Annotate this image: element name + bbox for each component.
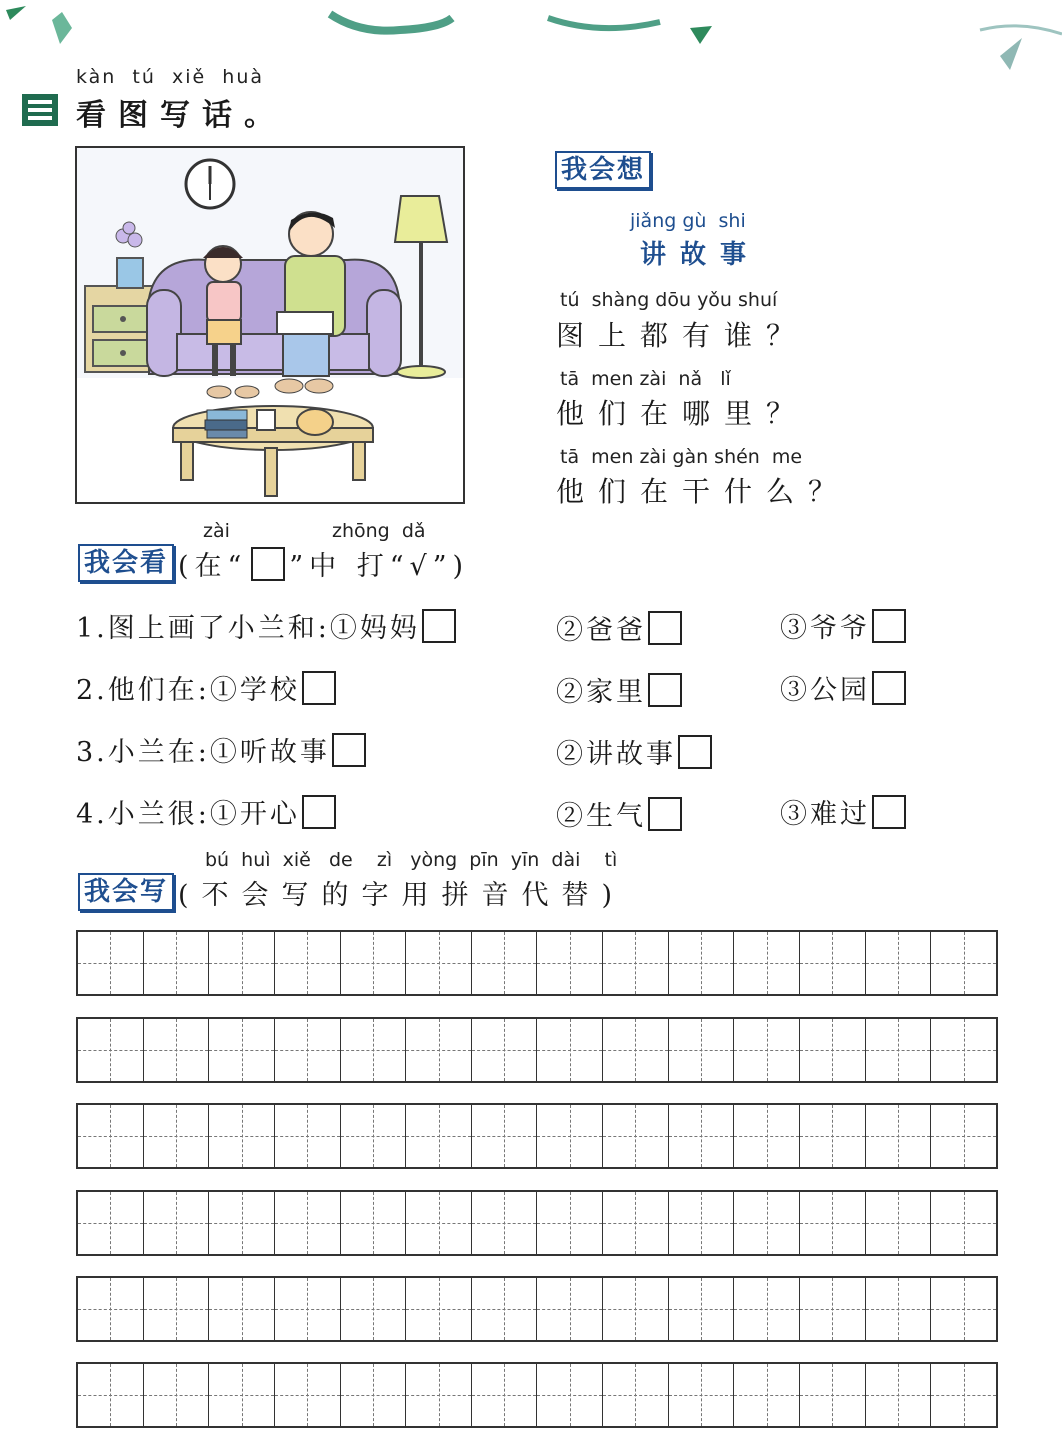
writing-cell[interactable] (144, 1019, 210, 1081)
writing-cell[interactable] (472, 1105, 538, 1167)
writing-cell[interactable] (78, 1278, 144, 1340)
writing-cell[interactable] (537, 1192, 603, 1254)
writing-cell[interactable] (472, 932, 538, 994)
writing-cell[interactable] (800, 1278, 866, 1340)
item-2-prompt: 2.他们在:①学校 (76, 668, 336, 707)
writing-cell[interactable] (669, 1278, 735, 1340)
writing-cell[interactable] (78, 1019, 144, 1081)
writing-cell[interactable] (800, 932, 866, 994)
item-2-option-1-checkbox[interactable] (302, 671, 336, 705)
writing-cell[interactable] (866, 1192, 932, 1254)
item-1-option-2-checkbox[interactable] (648, 611, 682, 645)
writing-cell[interactable] (800, 1019, 866, 1081)
writing-cell[interactable] (537, 932, 603, 994)
writing-cell[interactable] (537, 1364, 603, 1426)
item-4-prompt: 4.小兰很:①开心 (76, 792, 336, 831)
section-number-badge (22, 94, 58, 126)
writing-cell[interactable] (275, 1019, 341, 1081)
writing-cell[interactable] (537, 1019, 603, 1081)
writing-cell[interactable] (209, 1192, 275, 1254)
writing-cell[interactable] (800, 1192, 866, 1254)
question-2-pinyin: tā men zài nǎ lǐ (560, 368, 731, 390)
writing-cell[interactable] (472, 1019, 538, 1081)
writing-cell[interactable] (78, 1364, 144, 1426)
writing-cell[interactable] (931, 932, 996, 994)
writing-cell[interactable] (931, 1364, 996, 1426)
writing-cell[interactable] (472, 1278, 538, 1340)
item-2-option-2: ②家里 (556, 670, 682, 709)
item-1-option-3-checkbox[interactable] (872, 609, 906, 643)
clock-icon (186, 160, 234, 208)
writing-cell[interactable] (669, 1364, 735, 1426)
writing-cell[interactable] (341, 1105, 407, 1167)
look-label: 我会看 (78, 544, 174, 582)
writing-cell[interactable] (603, 1019, 669, 1081)
writing-cell[interactable] (734, 1019, 800, 1081)
writing-cell[interactable] (866, 1364, 932, 1426)
item-2-option-3: ③公园 (780, 668, 906, 707)
item-1-prompt: 1.图上画了小兰和:①妈妈 (76, 606, 456, 645)
think-label: 我会想 (555, 151, 651, 189)
writing-cell[interactable] (406, 1019, 472, 1081)
item-3-option-1-checkbox[interactable] (332, 733, 366, 767)
item-2-option-3-checkbox[interactable] (872, 671, 906, 705)
writing-cell[interactable] (669, 1105, 735, 1167)
instruction-open: (在“ (178, 551, 248, 582)
write-pinyin: bú huì xiě de zì yòng pīn yīn dài tì (205, 849, 618, 871)
title-pinyin: kàn tú xiě huà (76, 66, 265, 88)
writing-cell[interactable] (341, 1364, 407, 1426)
writing-cell[interactable] (209, 932, 275, 994)
writing-cell[interactable] (144, 1105, 210, 1167)
writing-cell[interactable] (669, 1192, 735, 1254)
writing-cell[interactable] (800, 1364, 866, 1426)
writing-cell[interactable] (603, 932, 669, 994)
item-4-option-3-checkbox[interactable] (872, 795, 906, 829)
writing-cell[interactable] (734, 1192, 800, 1254)
item-3-prompt: 3.小兰在:①听故事 (76, 730, 366, 769)
look-instruction (178, 544, 469, 583)
writing-cell[interactable] (734, 1278, 800, 1340)
writing-cell[interactable] (144, 1364, 210, 1426)
writing-cell[interactable] (800, 1105, 866, 1167)
writing-cell[interactable] (537, 1105, 603, 1167)
item-4-option-1-checkbox[interactable] (302, 795, 336, 829)
writing-cell[interactable] (669, 932, 735, 994)
item-4-option-2-checkbox[interactable] (648, 797, 682, 831)
writing-cell[interactable] (669, 1019, 735, 1081)
item-3-option-2: ②讲故事 (556, 732, 712, 771)
writing-cell[interactable] (341, 1278, 407, 1340)
item-4-option-2: ②生气 (556, 794, 682, 833)
topic-title: 讲故事 (640, 240, 761, 270)
item-2-option-2-checkbox[interactable] (648, 673, 682, 707)
write-instruction: (不会写的字用拼音代替) (178, 880, 626, 911)
writing-cell[interactable] (78, 1105, 144, 1167)
writing-cell[interactable] (78, 932, 144, 994)
writing-cell[interactable] (472, 1364, 538, 1426)
writing-cell[interactable] (603, 1105, 669, 1167)
instruction-close: ”中 打“√”) (289, 551, 470, 582)
question-1: 图上都有谁？ (556, 319, 809, 352)
writing-cell[interactable] (603, 1192, 669, 1254)
writing-cell[interactable] (144, 1278, 210, 1340)
writing-cell[interactable] (603, 1364, 669, 1426)
writing-cell[interactable] (931, 1192, 996, 1254)
writing-cell[interactable] (209, 1278, 275, 1340)
writing-cell[interactable] (144, 1192, 210, 1254)
page-title: 看图写话。 (76, 98, 286, 133)
writing-grid-row (76, 1103, 998, 1169)
writing-grid-row (76, 1190, 998, 1256)
write-label: 我会写 (78, 873, 174, 911)
writing-cell[interactable] (275, 1105, 341, 1167)
writing-cell[interactable] (537, 1278, 603, 1340)
writing-cell[interactable] (406, 1105, 472, 1167)
question-3-pinyin: tā men zài gàn shén me (560, 446, 803, 468)
writing-cell[interactable] (931, 1019, 996, 1081)
writing-cell[interactable] (144, 932, 210, 994)
writing-cell[interactable] (603, 1278, 669, 1340)
writing-cell[interactable] (866, 932, 932, 994)
writing-cell[interactable] (406, 1364, 472, 1426)
writing-cell[interactable] (866, 1278, 932, 1340)
item-3-option-2-checkbox[interactable] (678, 735, 712, 769)
writing-cell[interactable] (866, 1105, 932, 1167)
story-illustration (75, 146, 465, 504)
writing-cell[interactable] (275, 932, 341, 994)
writing-cell[interactable] (209, 1019, 275, 1081)
item-1-option-3: ③爷爷 (780, 606, 906, 645)
writing-grid-row (76, 1017, 998, 1083)
writing-cell[interactable] (209, 1364, 275, 1426)
writing-cell[interactable] (866, 1019, 932, 1081)
topic-pinyin: jiǎng gù shi (630, 210, 746, 232)
writing-cell[interactable] (931, 1278, 996, 1340)
writing-grid-row (76, 930, 998, 996)
writing-grid-row (76, 1276, 998, 1342)
writing-cell[interactable] (734, 932, 800, 994)
item-4-option-3: ③难过 (780, 792, 906, 831)
writing-cell[interactable] (341, 1019, 407, 1081)
writing-cell[interactable] (734, 1364, 800, 1426)
writing-cell[interactable] (734, 1105, 800, 1167)
writing-cell[interactable] (472, 1192, 538, 1254)
writing-cell[interactable] (406, 1278, 472, 1340)
question-3: 他们在干什么？ (556, 475, 851, 508)
item-1-option-1-checkbox[interactable] (422, 609, 456, 643)
zai-pinyin: zài (203, 520, 230, 542)
writing-cell[interactable] (275, 1278, 341, 1340)
question-1-pinyin: tú shàng dōu yǒu shuí (560, 289, 778, 311)
writing-cell[interactable] (406, 932, 472, 994)
writing-grid-row (76, 1362, 998, 1428)
writing-cell[interactable] (275, 1192, 341, 1254)
example-checkbox (251, 547, 285, 581)
writing-cell[interactable] (341, 1192, 407, 1254)
writing-cell[interactable] (209, 1105, 275, 1167)
writing-cell[interactable] (406, 1192, 472, 1254)
writing-cell[interactable] (275, 1364, 341, 1426)
writing-cell[interactable] (341, 932, 407, 994)
writing-cell[interactable] (78, 1192, 144, 1254)
writing-cell[interactable] (931, 1105, 996, 1167)
zhongda-pinyin: zhōng dǎ (332, 520, 426, 542)
item-1-option-2: ②爸爸 (556, 608, 682, 647)
question-2: 他们在哪里？ (556, 397, 809, 430)
